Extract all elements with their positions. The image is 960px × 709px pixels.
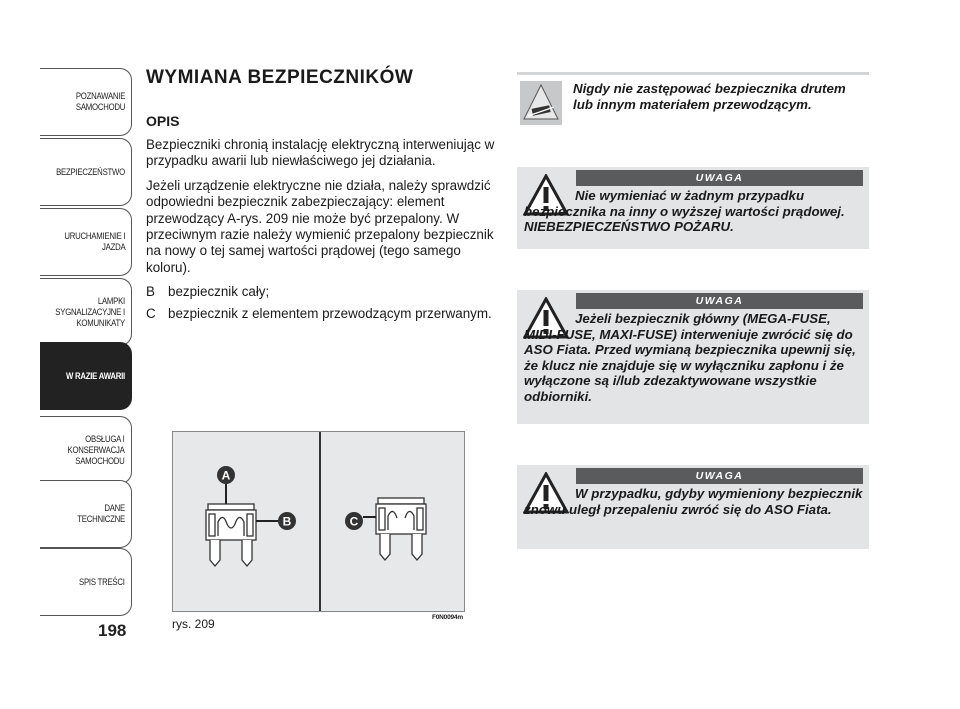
fuse-intact (206, 504, 256, 566)
note-caution (517, 76, 869, 136)
list-text: bezpiecznik z elementem przewodzącym przerwanym. (168, 305, 492, 321)
paragraph-intro: Bezpieczniki chronią instalację elektryczną interweniując w przypadku awarii lub niewłaściwego jej działania. (146, 137, 495, 169)
figure-code: F0N0094m (432, 614, 463, 621)
tab-uruchamienie-i-jazda[interactable] (40, 208, 132, 276)
tab-obsluga-i-konserwacja[interactable] (40, 416, 132, 484)
tab-bezpieczenstwo[interactable] (40, 138, 132, 206)
warning-box-3 (517, 465, 869, 549)
tab-spis-tresci[interactable] (40, 548, 132, 616)
warning-label: UWAGA (576, 293, 863, 309)
note-caution-text: Nigdy nie zastępować bezpiecznika drutem lub innym materiałem przewodzącym. (573, 81, 846, 112)
tab-label: BEZPIECZEŃSTWO (56, 166, 125, 178)
list-text: bezpiecznik cały; (168, 284, 270, 300)
fuse-figure (172, 431, 465, 612)
section-subtitle: OPIS (146, 113, 180, 129)
tab-w-razie-awarii[interactable] (40, 342, 132, 410)
figure-caption: rys. 209 (172, 617, 215, 631)
list-letter: B (146, 284, 155, 300)
paragraph-check: Jeżeli urządzenie elektryczne nie działa, należy sprawdzić odpowiedni bezpiecznik zabezpieczający: element przewodzący A-rys. 209 nie może być przepalony. W przeciwnym razie należy wymienić przepalony bezpiecznik na nowy o tej samej wartości prądowej (tego samego koloru). (146, 177, 494, 275)
warning-text-2: Jeżeli bezpiecznik główny (MEGA-FUSE, MIDI-FUSE, MAXI-FUSE) interweniuje zwrócić się do ASO Fiata. Przed wymianą bezpiecznika upewnij się, że klucz nie znajduje się w wyłączniku zapłonu i że wyłączone są i/lub zdezaktywowane wszystkie odbiorniki. (524, 311, 856, 404)
tab-label: OBSŁUGA I KONSERWACJA SAMOCHODU (67, 433, 125, 467)
section-title: WYMIANA BEZPIECZNIKÓW (146, 67, 414, 88)
section-body (146, 137, 501, 327)
warning-box-2 (517, 290, 869, 424)
tab-label: DANE TECHNICZNE (77, 503, 125, 525)
tab-label: SPIS TREŚCI (79, 576, 125, 588)
fuse-caution-icon (520, 81, 562, 125)
warning-text-3: W przypadku, gdyby wymieniony bezpiecznik znowu uległ przepaleniu zwróć się do ASO Fiata. (524, 486, 863, 517)
fuse-blown (376, 498, 426, 560)
tab-label: LAMPKI SYGNALIZACYJNE I KOMUNIKATY (55, 295, 125, 329)
tab-label: POZNAWANIE SAMOCHODU (75, 91, 125, 113)
callout-label-c: C (349, 514, 359, 529)
list-item (146, 306, 501, 322)
warning-text-1: Nie wymieniać w żadnym przypadku bezpiecznika na inny o wyższej wartości prądowej. NIEBEZPIECZEŃSTWO POŻARU. (524, 188, 845, 234)
tab-poznawanie-samochodu[interactable] (40, 68, 132, 136)
tab-lampki-sygnalizacyjne[interactable] (40, 278, 132, 346)
list-item (146, 284, 501, 300)
figure-divider (319, 432, 321, 611)
page-number: 198 (98, 621, 127, 640)
tab-dane-techniczne[interactable] (40, 480, 132, 548)
callout-label-b: B (282, 514, 292, 529)
warning-box-1 (517, 167, 869, 249)
warning-label: UWAGA (576, 170, 863, 186)
tab-label: URUCHAMIENIE I JAZDA (63, 231, 125, 253)
tab-label: W RAZIE AWARII (65, 370, 125, 382)
warning-label: UWAGA (576, 468, 863, 484)
callout-label-a: A (221, 468, 231, 483)
top-rule (517, 72, 869, 75)
list-letter: C (146, 305, 156, 321)
